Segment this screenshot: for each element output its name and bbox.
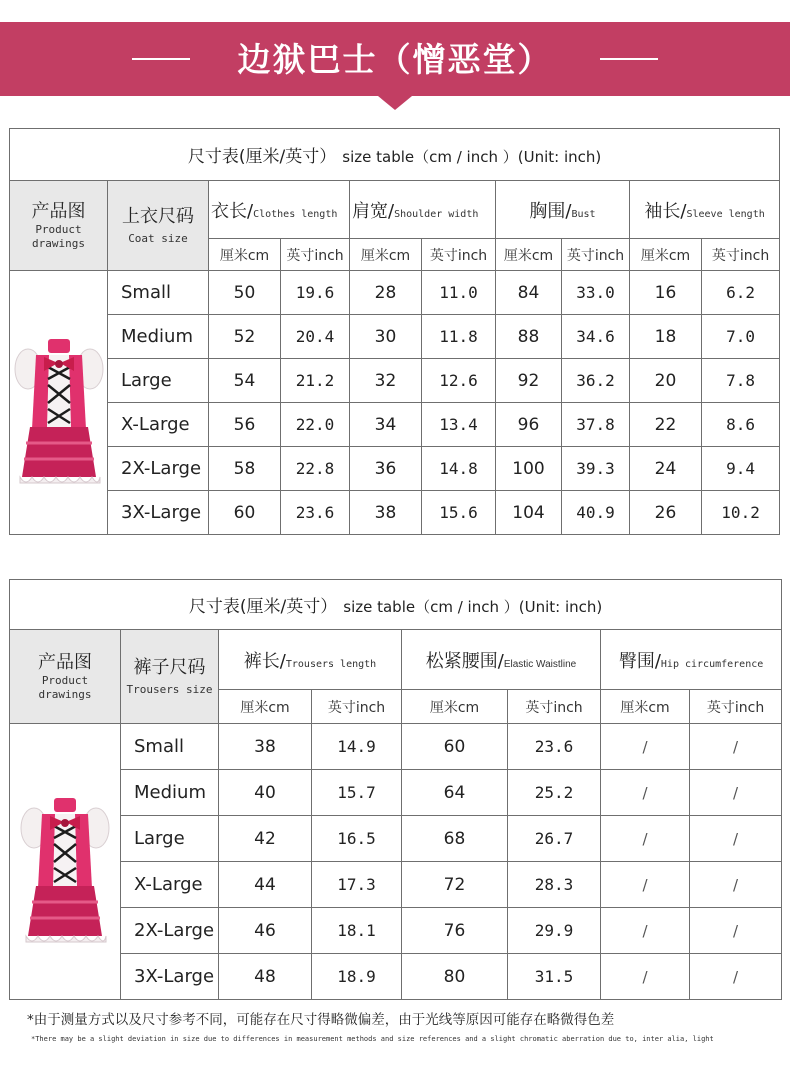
sleeve-length-inch: 10.2 bbox=[702, 491, 780, 535]
hip-inch: / bbox=[690, 816, 782, 862]
hip-cm: / bbox=[601, 816, 690, 862]
table-row bbox=[10, 447, 780, 491]
bust-cm: 84 bbox=[496, 271, 562, 315]
size-label: Large bbox=[108, 359, 209, 403]
trousers-length-header: 裤长/Trousers length bbox=[219, 630, 402, 690]
table-row bbox=[10, 403, 780, 447]
size-label: Small bbox=[121, 724, 219, 770]
bust-cm: 92 bbox=[496, 359, 562, 403]
sleeve-length-cm: 24 bbox=[630, 447, 702, 491]
shoulder-width-inch: 14.8 bbox=[422, 447, 496, 491]
trousers-table-title: 尺寸表(厘米/英寸） size table（cm / inch ）(Unit: inch) bbox=[10, 580, 782, 630]
size-label: 3X-Large bbox=[108, 491, 209, 535]
unit-cm: 厘米cm bbox=[496, 239, 562, 271]
dress-illustration bbox=[15, 760, 115, 960]
unit-inch: 英寸inch bbox=[422, 239, 496, 271]
unit-cm: 厘米cm bbox=[209, 239, 281, 271]
product-image bbox=[10, 724, 121, 1000]
waistline-inch: 29.9 bbox=[508, 908, 601, 954]
elastic-waistline-header: 松紧腰围/Elastic Waistline bbox=[402, 630, 601, 690]
sleeve-length-inch: 6.2 bbox=[702, 271, 780, 315]
shoulder-width-inch: 12.6 bbox=[422, 359, 496, 403]
shoulder-width-cm: 28 bbox=[350, 271, 422, 315]
bust-inch: 40.9 bbox=[562, 491, 630, 535]
hip-cm: / bbox=[601, 954, 690, 1000]
clothes-length-cm: 56 bbox=[209, 403, 281, 447]
hip-inch: / bbox=[690, 954, 782, 1000]
sleeve-length-inch: 7.8 bbox=[702, 359, 780, 403]
dress-illustration bbox=[14, 301, 104, 501]
waistline-cm: 80 bbox=[402, 954, 508, 1000]
clothes-length-inch: 23.6 bbox=[281, 491, 350, 535]
trousers-length-inch: 17.3 bbox=[312, 862, 402, 908]
unit-cm: 厘米cm bbox=[630, 239, 702, 271]
trousers-length-cm: 46 bbox=[219, 908, 312, 954]
waistline-inch: 25.2 bbox=[508, 770, 601, 816]
unit-cm: 厘米cm bbox=[402, 690, 508, 724]
bust-inch: 37.8 bbox=[562, 403, 630, 447]
sleeve-length-cm: 26 bbox=[630, 491, 702, 535]
coat-table-body bbox=[10, 271, 780, 535]
shoulder-width-cm: 36 bbox=[350, 447, 422, 491]
unit-inch: 英寸inch bbox=[702, 239, 780, 271]
waistline-inch: 23.6 bbox=[508, 724, 601, 770]
unit-cm: 厘米cm bbox=[219, 690, 312, 724]
clothes-length-inch: 19.6 bbox=[281, 271, 350, 315]
clothes-length-cm: 60 bbox=[209, 491, 281, 535]
waistline-cm: 60 bbox=[402, 724, 508, 770]
table-row bbox=[10, 862, 782, 908]
trousers-table-body bbox=[10, 724, 782, 1000]
bust-inch: 36.2 bbox=[562, 359, 630, 403]
hip-cm: / bbox=[601, 770, 690, 816]
hip-cm: / bbox=[601, 908, 690, 954]
clothes-length-cm: 50 bbox=[209, 271, 281, 315]
table-row bbox=[10, 724, 782, 770]
sleeve-length-cm: 20 bbox=[630, 359, 702, 403]
shoulder-width-header: 肩宽/Shoulder width bbox=[350, 181, 496, 239]
size-label: 3X-Large bbox=[121, 954, 219, 1000]
table-row bbox=[10, 271, 780, 315]
size-label: X-Large bbox=[121, 862, 219, 908]
trousers-length-inch: 18.9 bbox=[312, 954, 402, 1000]
clothes-length-inch: 22.0 bbox=[281, 403, 350, 447]
sleeve-length-cm: 22 bbox=[630, 403, 702, 447]
size-label: Large bbox=[121, 816, 219, 862]
bust-header: 胸围/Bust bbox=[496, 181, 630, 239]
hip-inch: / bbox=[690, 862, 782, 908]
table-row bbox=[10, 359, 780, 403]
trousers-length-inch: 15.7 bbox=[312, 770, 402, 816]
trousers-length-cm: 40 bbox=[219, 770, 312, 816]
banner-arrow bbox=[378, 96, 412, 110]
waistline-inch: 26.7 bbox=[508, 816, 601, 862]
table-row bbox=[10, 816, 782, 862]
trousers-size-table bbox=[9, 579, 782, 1000]
trousers-size-header: 裤子尺码 Trousers size bbox=[121, 630, 219, 724]
table-row bbox=[10, 315, 780, 359]
hip-inch: / bbox=[690, 908, 782, 954]
clothes-length-cm: 52 bbox=[209, 315, 281, 359]
unit-cm: 厘米cm bbox=[350, 239, 422, 271]
sleeve-length-cm: 16 bbox=[630, 271, 702, 315]
bust-cm: 96 bbox=[496, 403, 562, 447]
shoulder-width-cm: 38 bbox=[350, 491, 422, 535]
trousers-length-inch: 14.9 bbox=[312, 724, 402, 770]
bust-cm: 88 bbox=[496, 315, 562, 359]
hip-cm: / bbox=[601, 724, 690, 770]
bust-cm: 104 bbox=[496, 491, 562, 535]
shoulder-width-inch: 11.0 bbox=[422, 271, 496, 315]
trousers-length-cm: 48 bbox=[219, 954, 312, 1000]
bust-inch: 33.0 bbox=[562, 271, 630, 315]
clothes-length-inch: 21.2 bbox=[281, 359, 350, 403]
bust-cm: 100 bbox=[496, 447, 562, 491]
sleeve-length-header: 袖长/Sleeve length bbox=[630, 181, 780, 239]
trousers-length-cm: 44 bbox=[219, 862, 312, 908]
sleeve-length-inch: 9.4 bbox=[702, 447, 780, 491]
unit-inch: 英寸inch bbox=[508, 690, 601, 724]
table-row bbox=[10, 491, 780, 535]
coat-table-title: 尺寸表(厘米/英寸） size table（cm / inch ）(Unit: inch) bbox=[10, 129, 780, 181]
table-row bbox=[10, 770, 782, 816]
size-label: 2X-Large bbox=[108, 447, 209, 491]
waistline-cm: 68 bbox=[402, 816, 508, 862]
product-drawings-header: 产品图 Product drawings bbox=[10, 181, 108, 271]
size-label: Small bbox=[108, 271, 209, 315]
clothes-length-inch: 20.4 bbox=[281, 315, 350, 359]
unit-inch: 英寸inch bbox=[690, 690, 782, 724]
trousers-length-cm: 38 bbox=[219, 724, 312, 770]
hip-cm: / bbox=[601, 862, 690, 908]
bust-inch: 34.6 bbox=[562, 315, 630, 359]
hip-circumference-header: 臀围/Hip circumference bbox=[601, 630, 782, 690]
unit-cm: 厘米cm bbox=[601, 690, 690, 724]
trousers-length-inch: 18.1 bbox=[312, 908, 402, 954]
size-label: Medium bbox=[108, 315, 209, 359]
shoulder-width-inch: 15.6 bbox=[422, 491, 496, 535]
page-title: 边狱巴士（憎恶堂） bbox=[237, 40, 553, 79]
waistline-inch: 31.5 bbox=[508, 954, 601, 1000]
size-label: Medium bbox=[121, 770, 219, 816]
clothes-length-inch: 22.8 bbox=[281, 447, 350, 491]
bust-inch: 39.3 bbox=[562, 447, 630, 491]
waistline-inch: 28.3 bbox=[508, 862, 601, 908]
waistline-cm: 72 bbox=[402, 862, 508, 908]
size-label: 2X-Large bbox=[121, 908, 219, 954]
clothes-length-cm: 54 bbox=[209, 359, 281, 403]
table-row bbox=[10, 954, 782, 1000]
sleeve-length-inch: 7.0 bbox=[702, 315, 780, 359]
disclaimer-en: *There may be a slight deviation in size due to differences in measurement methods and size references and a slight chromatic aberration due to, inter alia, light bbox=[31, 1035, 714, 1043]
sleeve-length-inch: 8.6 bbox=[702, 403, 780, 447]
trousers-length-inch: 16.5 bbox=[312, 816, 402, 862]
clothes-length-cm: 58 bbox=[209, 447, 281, 491]
disclaimer-cn: *由于测量方式以及尺寸参考不同，可能存在尺寸得略微偏差，由于光线等原因可能存在略微得色差 bbox=[27, 1012, 615, 1028]
coat-size-header: 上衣尺码 Coat size bbox=[108, 181, 209, 271]
unit-inch: 英寸inch bbox=[281, 239, 350, 271]
trousers-length-cm: 42 bbox=[219, 816, 312, 862]
product-drawings-header: 产品图 Product drawings bbox=[10, 630, 121, 724]
waistline-cm: 76 bbox=[402, 908, 508, 954]
shoulder-width-inch: 11.8 bbox=[422, 315, 496, 359]
sleeve-length-cm: 18 bbox=[630, 315, 702, 359]
hip-inch: / bbox=[690, 770, 782, 816]
shoulder-width-cm: 32 bbox=[350, 359, 422, 403]
shoulder-width-inch: 13.4 bbox=[422, 403, 496, 447]
unit-inch: 英寸inch bbox=[562, 239, 630, 271]
unit-inch: 英寸inch bbox=[312, 690, 402, 724]
table-row bbox=[10, 908, 782, 954]
size-label: X-Large bbox=[108, 403, 209, 447]
waistline-cm: 64 bbox=[402, 770, 508, 816]
product-image bbox=[10, 271, 108, 535]
shoulder-width-cm: 34 bbox=[350, 403, 422, 447]
coat-size-table bbox=[9, 128, 780, 535]
clothes-length-header: 衣长/Clothes length bbox=[209, 181, 350, 239]
shoulder-width-cm: 30 bbox=[350, 315, 422, 359]
hip-inch: / bbox=[690, 724, 782, 770]
